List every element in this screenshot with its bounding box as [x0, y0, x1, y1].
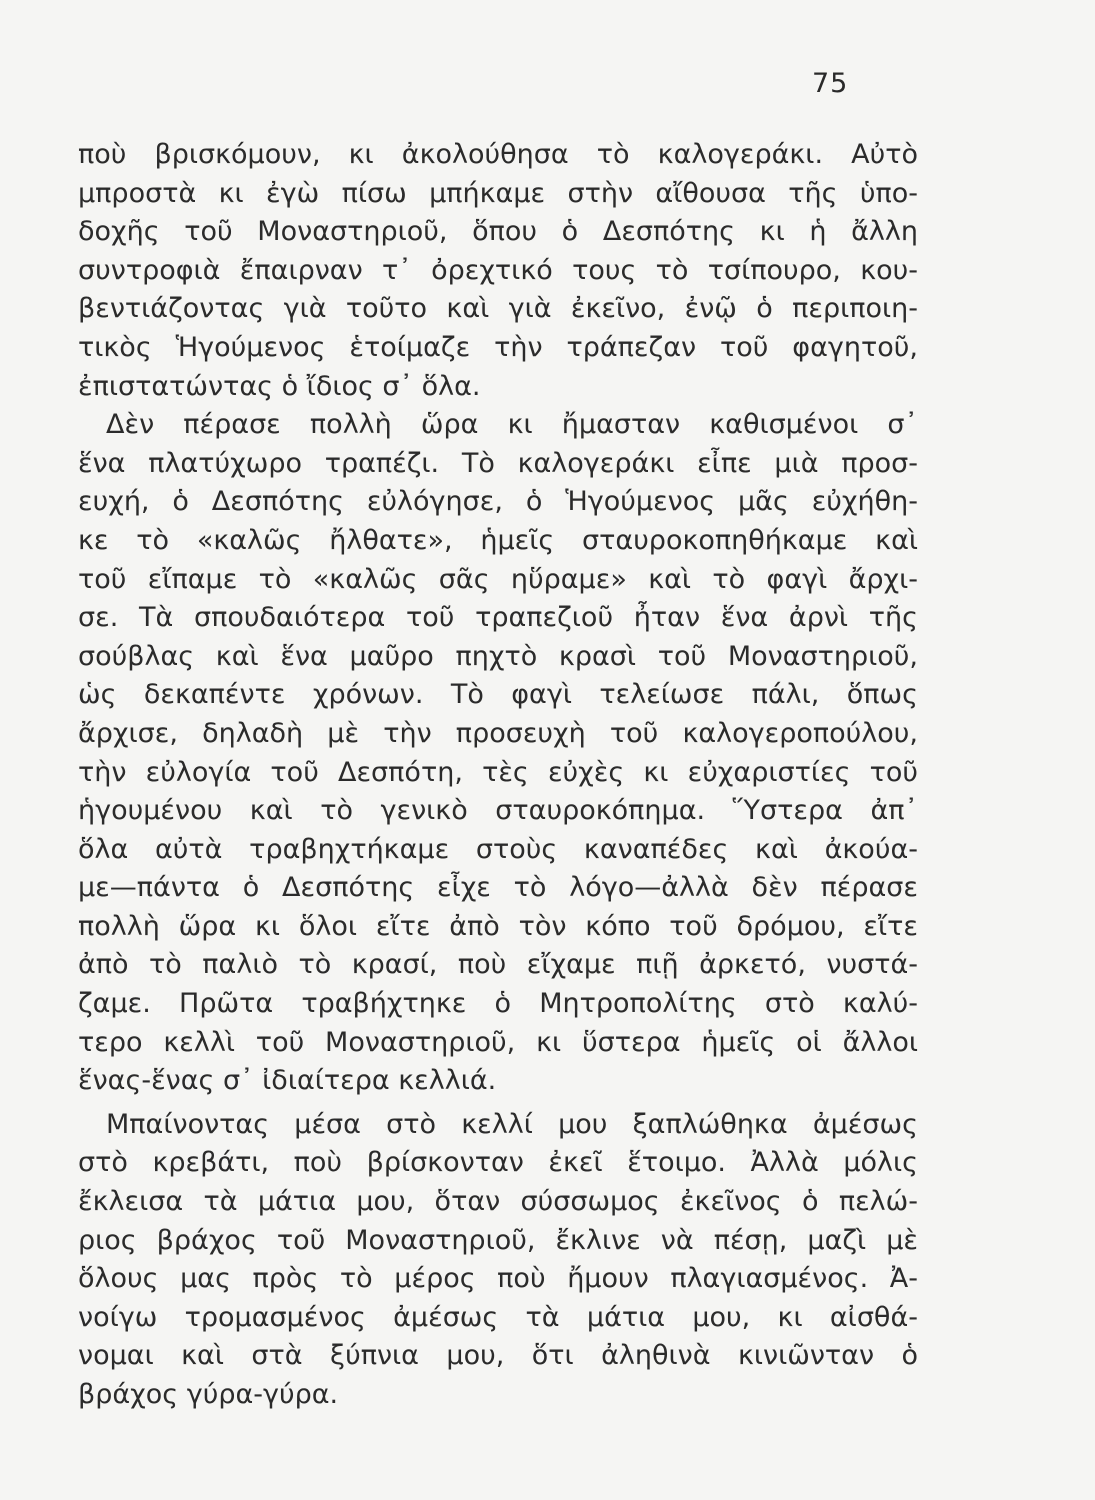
text-line: στὸ κρεβάτι, ποὺ βρίσκονταν ἐκεῖ ἕτοιμο. Ἀλλὰ μόλις [78, 1147, 918, 1179]
text-line: με—πάντα ὁ Δεσπότης εἶχε τὸ λόγο—ἀλλὰ δὲν πέρασε [78, 872, 918, 904]
text-line: ἕνας-ἕνας σ᾿ ἰδιαίτερα κελλιά. [78, 1065, 497, 1097]
text-line: ὅλα αὐτὰ τραβηχτήκαμε στοὺς καναπέδες καὶ ἀκούα- [78, 833, 918, 865]
text-line: δοχῆς τοῦ Μοναστηριοῦ, ὅπου ὁ Δεσπότης κι ἡ ἄλλη [78, 216, 918, 248]
paragraph-1 [78, 136, 918, 406]
text-line: βεντιάζοντας γιὰ τοῦτο καὶ γιὰ ἐκεῖνο, ἐνῷ ὁ περιποιη- [78, 293, 918, 325]
text-line: ζαμε. Πρῶτα τραβήχτηκε ὁ Μητροπολίτης στὸ καλύ- [78, 988, 918, 1020]
text-line: ἀπὸ τὸ παλιὸ τὸ κρασί, ποὺ εἴχαμε πιῇ ἀρκετό, νυστά- [78, 949, 918, 981]
text-line: ποὺ βρισκόμουν, κι ἀκολούθησα τὸ καλογεράκι. Αὐτὸ [78, 139, 918, 170]
text-line: τερο κελλὶ τοῦ Μοναστηριοῦ, κι ὕστερα ἡμεῖς οἱ ἄλλοι [78, 1026, 918, 1058]
text-line: ἔκλεισα τὰ μάτια μου, ὅταν σύσσωμος ἐκεῖνος ὁ πελώ- [78, 1186, 918, 1218]
text-line: βράχος γύρα-γύρα. [78, 1379, 339, 1410]
text-line: κε τὸ «καλῶς ἤλθατε», ἡμεῖς σταυροκοπηθήκαμε καὶ [78, 524, 918, 556]
text-line: μπροστὰ κι ἐγὼ πίσω μπήκαμε στὴν αἴθουσα τῆς ὑπο- [78, 177, 918, 209]
text-line: Μπαίνοντας μέσα στὸ κελλί μου ξαπλώθηκα ἀμέσως [106, 1108, 918, 1140]
text-line: ευχή, ὁ Δεσπότης εὐλόγησε, ὁ Ἡγούμενος μᾶς εὐχήθη- [78, 486, 918, 518]
text-line: ἄρχισε, δηλαδὴ μὲ τὴν προσευχὴ τοῦ καλογεροπούλου, [78, 717, 918, 749]
text-line: ἐπιστατώντας ὁ ἴδιος σ᾿ ὅλα. [78, 370, 481, 402]
page-number: 75 [812, 68, 849, 99]
text-line: τοῦ εἴπαμε τὸ «καλῶς σᾶς ηὕραμε» καὶ τὸ φαγὶ ἄρχι- [78, 563, 918, 595]
text-line: νοίγω τρομασμένος ἀμέσως τὰ μάτια μου, κι αἰσθά- [78, 1301, 918, 1333]
text-line: σε. Τὰ σπουδαιότερα τοῦ τραπεζιοῦ ἦταν ἕνα ἀρνὶ τῆς [78, 602, 918, 634]
text-line: ὡς δεκαπέντε χρόνων. Τὸ φαγὶ τελείωσε πάλι, ὅπως [78, 679, 918, 711]
text-line: συντροφιὰ ἔπαιρναν τ᾿ ὀρεχτικό τους τὸ τσίπουρο, κου- [78, 254, 918, 286]
text-line: ἡγουμένου καὶ τὸ γενικὸ σταυροκόπημα. Ὕστερα ἀπ᾿ [78, 795, 918, 827]
text-line: ὅλους μας πρὸς τὸ μέρος ποὺ ἤμουν πλαγιασμένος. Ἀ- [78, 1263, 918, 1295]
body-text [78, 136, 918, 1415]
text-line: σούβλας καὶ ἕνα μαῦρο πηχτὸ κρασὶ τοῦ Μοναστηριοῦ, [78, 640, 918, 672]
text-line: πολλὴ ὥρα κι ὅλοι εἴτε ἀπὸ τὸν κόπο τοῦ δρόμου, εἴτε [78, 910, 918, 942]
text-line: Δὲν πέρασε πολλὴ ὥρα κι ἤμασταν καθισμένοι σ᾿ [106, 409, 918, 441]
text-line: νομαι καὶ στὰ ξύπνια μου, ὅτι ἀληθινὰ κινιῶνταν ὁ [78, 1340, 918, 1372]
text-line: τὴν εὐλογία τοῦ Δεσπότη, τὲς εὐχὲς κι εὐχαριστίες τοῦ [78, 756, 918, 788]
paragraph-3 [78, 1106, 918, 1415]
text-line: τικὸς Ἡγούμενος ἑτοίμαζε τὴν τράπεζαν τοῦ φαγητοῦ, [78, 331, 918, 363]
paragraph-2 [78, 406, 918, 1101]
text-line: ριος βράχος τοῦ Μοναστηριοῦ, ἔκλινε νὰ πέσῃ, μαζὶ μὲ [78, 1224, 918, 1256]
text-line: ἕνα πλατύχωρο τραπέζι. Τὸ καλογεράκι εἶπε μιὰ προσ- [78, 447, 918, 479]
